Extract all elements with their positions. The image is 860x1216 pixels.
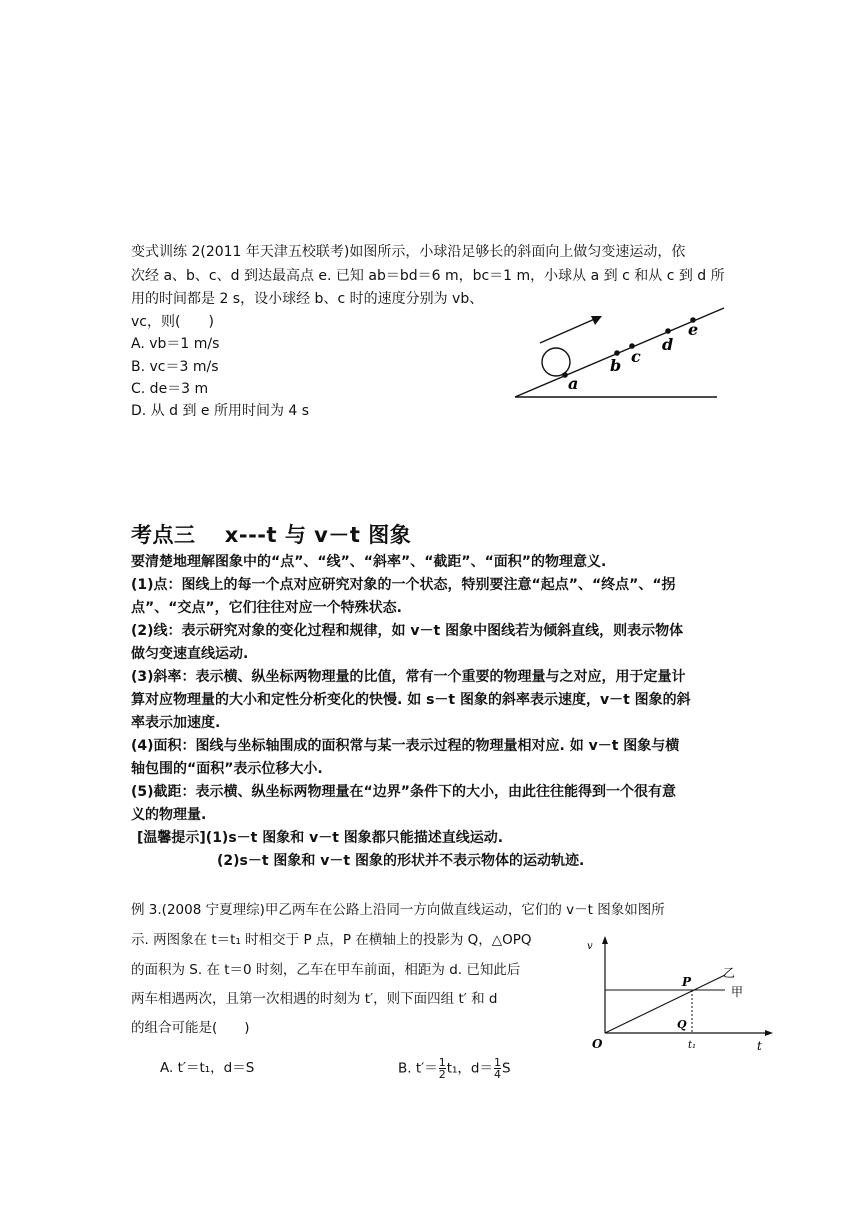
section-line-1: 要清楚地理解图象中的“点”、“线”、“斜率”、“截距”、“面积”的物理意义. [131, 554, 607, 570]
exercise-option-c: C. de＝3 m [131, 381, 209, 397]
frac1-numerator: 1 [438, 1056, 446, 1069]
section-line-8: 率表示加速度. [131, 715, 221, 731]
section-line-9: (4)面积：图线与坐标轴围成的面积常与某一表示过程的物理量相对应. 如 v－t 图象与横 [131, 738, 680, 754]
option-b-suffix: S [501, 1060, 511, 1077]
t-axis-arrow [765, 1030, 773, 1036]
t1-label: t₁ [688, 1040, 697, 1051]
direction-arrow [540, 318, 597, 343]
frac1-denominator: 2 [438, 1068, 446, 1081]
section-line-6: (3)斜率：表示横、纵坐标两物理量的比值，常有一个重要的物理量与之对应，用于定量计 [131, 669, 686, 685]
example-line-4: 两车相遇两次，且第一次相遇的时刻为 t′，则下面四组 t′ 和 d [131, 991, 498, 1007]
section-line-5: 做匀变速直线运动. [131, 646, 249, 662]
exercise-line-3: 用的时间都是 2 s，设小球经 b、c 时的速度分别为 vb、 [131, 291, 484, 307]
label-c: c [631, 347, 641, 366]
section-line-10: 轴包围的“面积”表示位移大小. [131, 761, 323, 777]
t-axis-label: t [757, 1039, 762, 1053]
exercise-option-d: D. 从 d 到 e 所用时间为 4 s [131, 403, 310, 419]
example-line-3: 的面积为 S. 在 t＝0 时刻，乙车在甲车前面，相距为 d. 已知此后 [131, 962, 521, 978]
exercise-option-b: B. vc＝3 m/s [131, 359, 219, 375]
point-b [614, 350, 620, 356]
ball [542, 348, 570, 376]
exercise-option-a: A. vb＝1 m/s [131, 336, 220, 352]
fraction-one-half [439, 1057, 446, 1080]
option-b-prefix: B. t′＝ [398, 1060, 438, 1077]
point-a [562, 372, 568, 378]
section-line-7: 算对应物理量的大小和定性分析变化的快慢. 如 s－t 图象的斜率表示速度，v－t 图象的斜 [131, 692, 691, 708]
example-line-2: 示. 两图象在 t＝t₁ 时相交于 P 点，P 在横轴上的投影为 Q，△OPQ [131, 932, 532, 948]
tip-line-2: (2)s－t 图象和 v－t 图象的形状并不表示物体的运动轨迹. [217, 853, 585, 869]
example-option-b [398, 1057, 511, 1080]
label-e: e [688, 320, 699, 339]
label-b: b [610, 356, 622, 375]
v-axis-arrow [602, 936, 608, 944]
tip-line-1: [温馨提示](1)s－t 图象和 v－t 图象都只能描述直线运动. [137, 830, 504, 846]
option-b-mid: t₁，d＝ [446, 1060, 493, 1077]
exercise-line-4: vc，则( ) [131, 314, 214, 330]
exercise-line-1: 变式训练 2(2011 年天津五校联考)如图所示，小球沿足够长的斜面向上做匀变速运动，依 [131, 244, 686, 260]
fraction-one-quarter [494, 1057, 501, 1080]
incline-figure [505, 305, 730, 405]
point-d [665, 328, 671, 334]
yi-line [605, 975, 725, 1033]
label-d: d [662, 335, 674, 354]
example-line-5: 的组合可能是( ) [131, 1020, 250, 1036]
section-line-3: 点”、“交点”，它们往往对应一个特殊状态. [131, 600, 402, 616]
jia-label: 甲 [731, 985, 744, 999]
section-title: 考点三 x---t 与 v－t 图象 [131, 523, 412, 547]
section-line-11: (5)截距：表示横、纵坐标两物理量在“边界”条件下的大小，由此往往能得到一个很有意 [131, 784, 676, 800]
yi-label: 乙 [723, 966, 736, 980]
origin-label: O [592, 1037, 603, 1051]
label-a: a [568, 374, 579, 393]
section-line-12: 义的物理量. [131, 807, 207, 823]
example-option-a: A. t′＝t₁，d＝S [160, 1060, 255, 1076]
point-q-label: Q [677, 1018, 687, 1031]
section-line-4: (2)线：表示研究对象的变化过程和规律，如 v－t 图象中图线若为倾斜直线，则表示物体 [131, 623, 684, 639]
vt-graph [575, 935, 775, 1057]
point-p-label: P [682, 975, 692, 989]
exercise-line-2: 次经 a、b、c、d 到达最高点 e. 已知 ab＝bd＝6 m，bc＝1 m，小球从 a 到 c 和从 c 到 d 所 [131, 268, 725, 284]
section-line-2: (1)点：图线上的每一个点对应研究对象的一个状态，特别要注意“起点”、“终点”、“拐 [131, 577, 676, 593]
v-axis-label: v [587, 941, 593, 952]
frac2-denominator: 4 [493, 1068, 501, 1081]
frac2-numerator: 1 [493, 1056, 501, 1069]
example-line-1: 例 3.(2008 宁夏理综)甲乙两车在公路上沿同一方向做直线运动，它们的 v－t 图象如图所 [131, 902, 665, 918]
